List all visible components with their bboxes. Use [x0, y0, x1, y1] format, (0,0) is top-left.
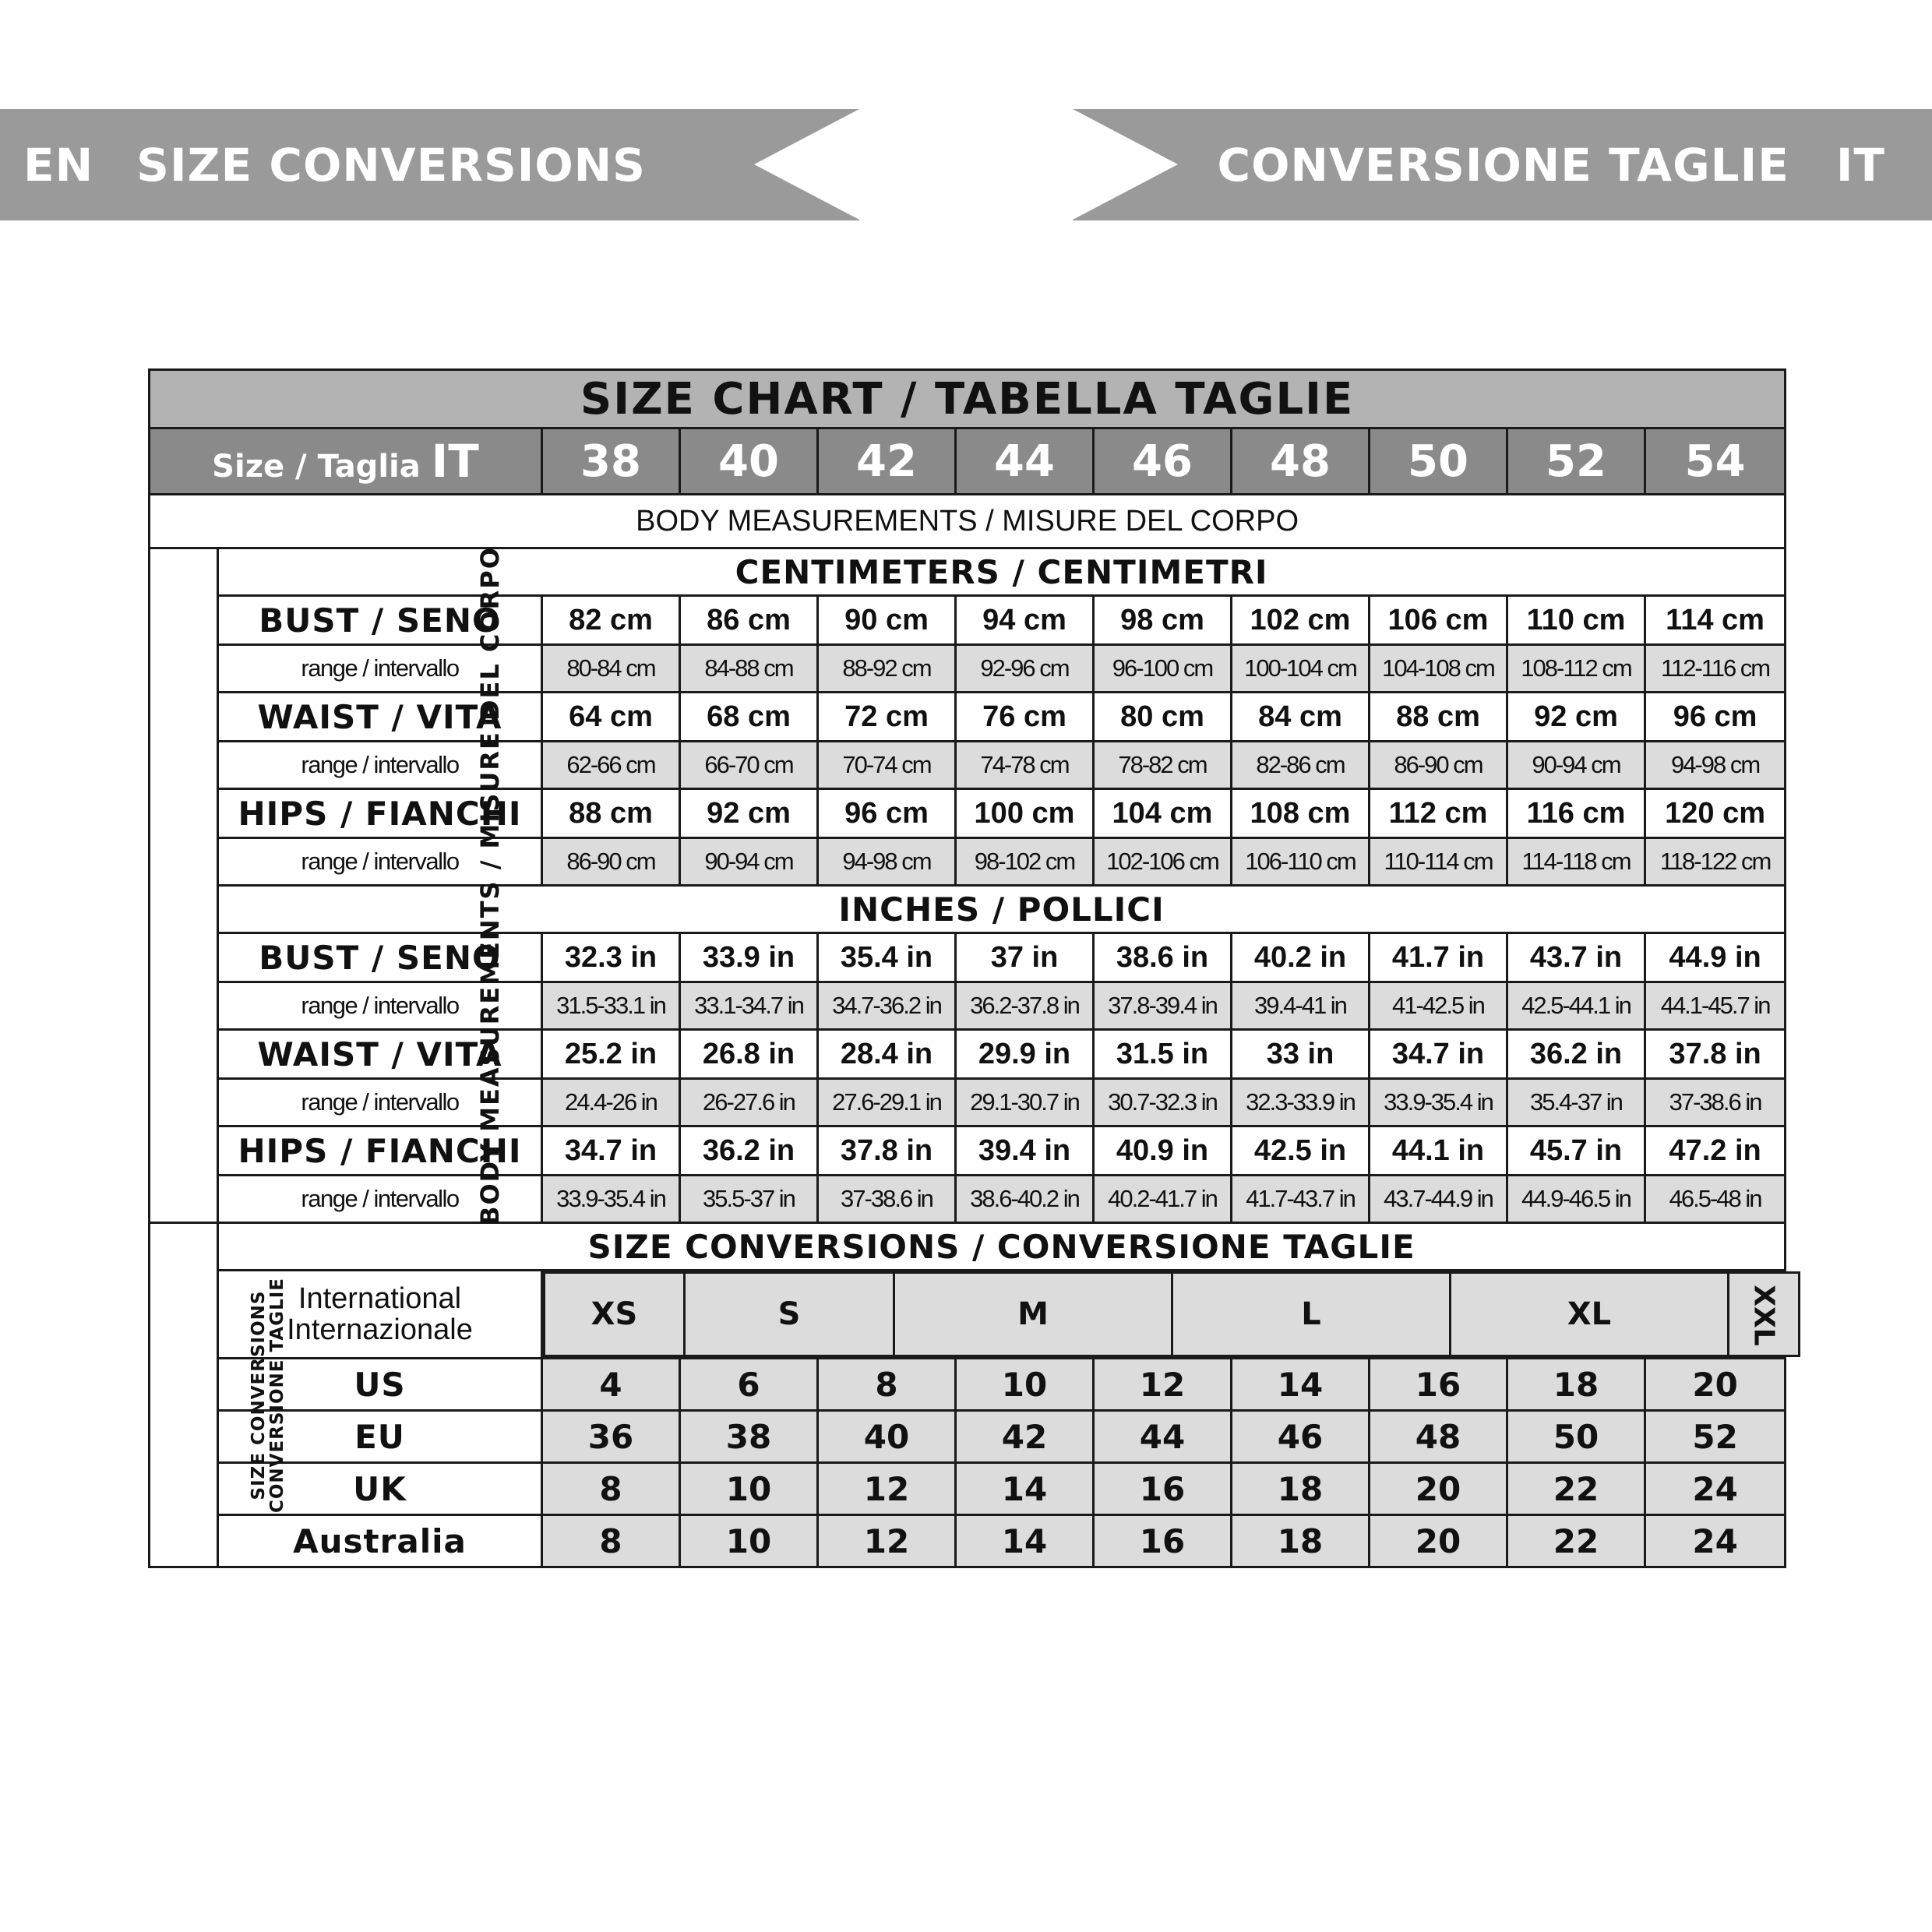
conversion-value: 8	[542, 1463, 680, 1515]
conversion-value: 6	[680, 1359, 818, 1411]
conversion-row-eu	[150, 1411, 1786, 1463]
conversion-value: 50	[1507, 1411, 1645, 1463]
conversion-value: 4	[542, 1359, 680, 1411]
inches-waist-value: 34.7 in	[1370, 1030, 1507, 1079]
cm-hips-range-label: range / intervallo	[218, 838, 542, 886]
cm-waist-range: 70-74 cm	[818, 742, 956, 789]
cm-bust-value: 86 cm	[680, 596, 818, 645]
conversion-value: 24	[1645, 1463, 1786, 1515]
cm-bust-range: 88-92 cm	[818, 645, 956, 693]
conversion-value: 20	[1645, 1359, 1786, 1411]
cm-bust-value: 90 cm	[818, 596, 956, 645]
international-label-it: Internazionale	[287, 1313, 473, 1346]
size-header-40: 40	[680, 428, 818, 495]
inches-bust-value: 32.3 in	[542, 933, 680, 982]
inches-bust-value: 44.9 in	[1645, 933, 1786, 982]
international-size-xxl	[1729, 1273, 1800, 1356]
inches-hips-value: 40.9 in	[1094, 1126, 1232, 1176]
international-size-m: M	[894, 1273, 1172, 1356]
inches-hips-label: HIPS / FIANCHI	[218, 1126, 542, 1176]
cm-waist-value: 76 cm	[956, 693, 1094, 742]
cm-hips-range: 86-90 cm	[542, 838, 680, 886]
inches-waist-value: 25.2 in	[542, 1030, 680, 1079]
cm-hips-range: 98-102 cm	[956, 838, 1094, 886]
cm-waist-range: 90-94 cm	[1507, 742, 1645, 789]
inches-hips-range: 33.9-35.4 in	[542, 1176, 680, 1223]
conversion-value: 10	[680, 1463, 818, 1515]
banner-it-notch	[1073, 109, 1178, 220]
conversion-value: 42	[956, 1411, 1094, 1463]
banner-en-title: SIZE CONVERSIONS	[136, 138, 646, 192]
cm-hips-label: HIPS / FIANCHI	[218, 789, 542, 838]
cm-bust-range-label: range / intervallo	[218, 645, 542, 693]
cm-waist-value: 92 cm	[1507, 693, 1645, 742]
inches-bust-range: 34.7-36.2 in	[818, 982, 956, 1030]
cm-hips-range: 90-94 cm	[680, 838, 818, 886]
inches-hips-value: 47.2 in	[1645, 1126, 1786, 1176]
conversion-label-us: US	[218, 1359, 542, 1411]
cm-waist-row	[150, 693, 1786, 742]
cm-hips-value: 112 cm	[1370, 789, 1507, 838]
inches-waist-range: 27.6-29.1 in	[818, 1079, 956, 1126]
cm-hips-row	[150, 789, 1786, 838]
conversion-row-australia	[150, 1515, 1786, 1567]
cm-waist-value: 88 cm	[1370, 693, 1507, 742]
conversion-value: 36	[542, 1411, 680, 1463]
inches-bust-range: 31.5-33.1 in	[542, 982, 680, 1030]
conversion-value: 16	[1370, 1359, 1507, 1411]
inches-hips-range: 37-38.6 in	[818, 1176, 956, 1223]
inches-waist-range: 24.4-26 in	[542, 1079, 680, 1126]
inches-hips-value: 39.4 in	[956, 1126, 1094, 1176]
inches-hips-range: 46.5-48 in	[1645, 1176, 1786, 1223]
inches-waist-value: 33 in	[1232, 1030, 1370, 1079]
inches-bust-label: BUST / SENO	[218, 933, 542, 982]
cm-waist-range: 62-66 cm	[542, 742, 680, 789]
international-row	[150, 1271, 1786, 1359]
inches-hips-range-row	[150, 1176, 1786, 1223]
conversion-value: 18	[1507, 1359, 1645, 1411]
size-header-42: 42	[818, 428, 956, 495]
conversion-value: 24	[1645, 1515, 1786, 1567]
international-inner-table	[543, 1271, 1800, 1357]
conversion-label-eu: EU	[218, 1411, 542, 1463]
inches-hips-range: 43.7-44.9 in	[1370, 1176, 1507, 1223]
cm-bust-label: BUST / SENO	[218, 596, 542, 645]
cm-bust-value: 102 cm	[1232, 596, 1370, 645]
in-title-row	[150, 886, 1786, 933]
cm-bust-range: 104-108 cm	[1370, 645, 1507, 693]
inches-waist-range: 37-38.6 in	[1645, 1079, 1786, 1126]
cm-title-row	[150, 548, 1786, 596]
international-size-xl: XL	[1451, 1273, 1729, 1356]
cm-hips-range: 106-110 cm	[1232, 838, 1370, 886]
conversion-value: 12	[818, 1463, 956, 1515]
inches-bust-range: 42.5-44.1 in	[1507, 982, 1645, 1030]
side-label-conversions-line2: CONVERSIONE TAGLIE	[267, 1277, 288, 1513]
size-header-row	[150, 428, 1786, 495]
cm-hips-value: 120 cm	[1645, 789, 1786, 838]
cm-waist-value: 80 cm	[1094, 693, 1232, 742]
side-label-body-text: BODY MEASUREMENTS / MISURE DEL CORPO	[474, 545, 505, 1225]
side-label-conversions-line1: SIZE CONVERSIONS	[249, 1290, 270, 1500]
inches-hips-value: 42.5 in	[1232, 1126, 1370, 1176]
cm-waist-value: 72 cm	[818, 693, 956, 742]
conversion-value: 40	[818, 1411, 956, 1463]
cm-waist-range: 82-86 cm	[1232, 742, 1370, 789]
cm-hips-range: 110-114 cm	[1370, 838, 1507, 886]
inches-hips-value: 34.7 in	[542, 1126, 680, 1176]
inches-title: INCHES / POLLICI	[218, 886, 1786, 933]
conversion-value: 22	[1507, 1463, 1645, 1515]
inches-bust-range: 37.8-39.4 in	[1094, 982, 1232, 1030]
inches-hips-value: 45.7 in	[1507, 1126, 1645, 1176]
side-label-conversions	[150, 1223, 288, 1567]
inches-bust-range: 44.1-45.7 in	[1645, 982, 1786, 1030]
conversion-value: 44	[1094, 1411, 1232, 1463]
conversion-value: 10	[680, 1515, 818, 1567]
inches-hips-range: 38.6-40.2 in	[956, 1176, 1094, 1223]
cm-hips-range: 94-98 cm	[818, 838, 956, 886]
cm-bust-value: 106 cm	[1370, 596, 1507, 645]
international-label-en: International	[298, 1282, 462, 1315]
conversion-value: 18	[1232, 1463, 1370, 1515]
cm-hips-value: 100 cm	[956, 789, 1094, 838]
cm-bust-range: 96-100 cm	[1094, 645, 1232, 693]
conversion-value: 46	[1232, 1411, 1370, 1463]
banner-en	[0, 109, 859, 220]
conversion-value: 18	[1232, 1515, 1370, 1567]
cm-waist-label: WAIST / VITA	[218, 693, 542, 742]
conversion-value: 38	[680, 1411, 818, 1463]
inches-waist-value: 26.8 in	[680, 1030, 818, 1079]
banner-it-title: CONVERSIONE TAGLIE	[1217, 138, 1789, 192]
chart-title: SIZE CHART / TABELLA TAGLIE	[150, 370, 1786, 428]
cm-bust-range-row	[150, 645, 1786, 693]
cm-waist-range-label: range / intervallo	[218, 742, 542, 789]
cm-waist-range: 78-82 cm	[1094, 742, 1232, 789]
banner-en-lang: EN	[23, 138, 94, 192]
international-size-xxl-text: XXL	[1747, 1285, 1780, 1346]
inches-waist-range: 35.4-37 in	[1507, 1079, 1645, 1126]
size-header-50: 50	[1370, 428, 1507, 495]
size-header-48: 48	[1232, 428, 1370, 495]
cm-bust-range: 80-84 cm	[542, 645, 680, 693]
size-header-label-text: Size / Taglia	[212, 449, 432, 485]
conversion-label-uk: UK	[218, 1463, 542, 1515]
inches-bust-range: 33.1-34.7 in	[680, 982, 818, 1030]
conversion-row-uk	[150, 1463, 1786, 1515]
conversion-row-us	[150, 1359, 1786, 1411]
international-size-l: L	[1172, 1273, 1451, 1356]
cm-waist-value: 84 cm	[1232, 693, 1370, 742]
cm-bust-row	[150, 596, 1786, 645]
inches-hips-range: 41.7-43.7 in	[1232, 1176, 1370, 1223]
cm-waist-range: 86-90 cm	[1370, 742, 1507, 789]
cm-hips-range-row	[150, 838, 1786, 886]
size-header-44: 44	[956, 428, 1094, 495]
cm-hips-range: 102-106 cm	[1094, 838, 1232, 886]
cm-bust-value: 94 cm	[956, 596, 1094, 645]
conversion-value: 22	[1507, 1515, 1645, 1567]
size-header-46: 46	[1094, 428, 1232, 495]
banner-en-notch	[754, 109, 859, 220]
inches-waist-value: 37.8 in	[1645, 1030, 1786, 1079]
cm-hips-value: 104 cm	[1094, 789, 1232, 838]
inches-waist-range: 30.7-32.3 in	[1094, 1079, 1232, 1126]
inches-hips-range: 44.9-46.5 in	[1507, 1176, 1645, 1223]
inches-bust-range-label: range / intervallo	[218, 982, 542, 1030]
cm-bust-range: 108-112 cm	[1507, 645, 1645, 693]
inches-hips-range: 35.5-37 in	[680, 1176, 818, 1223]
inches-hips-value: 37.8 in	[818, 1126, 956, 1176]
conversion-value: 8	[542, 1515, 680, 1567]
inches-waist-range-label: range / intervallo	[218, 1079, 542, 1126]
cm-bust-value: 98 cm	[1094, 596, 1232, 645]
conversion-value: 8	[818, 1359, 956, 1411]
inches-waist-range-row	[150, 1079, 1786, 1126]
cm-hips-range: 114-118 cm	[1507, 838, 1645, 886]
inches-hips-range: 40.2-41.7 in	[1094, 1176, 1232, 1223]
inches-bust-range-row	[150, 982, 1786, 1030]
cm-waist-value: 68 cm	[680, 693, 818, 742]
conversion-value: 12	[818, 1515, 956, 1567]
inches-waist-range: 26-27.6 in	[680, 1079, 818, 1126]
inches-bust-value: 35.4 in	[818, 933, 956, 982]
international-values	[542, 1271, 1786, 1359]
inches-hips-value: 44.1 in	[1370, 1126, 1507, 1176]
conv-title-row	[150, 1223, 1786, 1271]
inches-bust-value: 38.6 in	[1094, 933, 1232, 982]
cm-waist-range-row	[150, 742, 1786, 789]
inches-hips-value: 36.2 in	[680, 1126, 818, 1176]
conversion-value: 48	[1370, 1411, 1507, 1463]
inches-waist-value: 36.2 in	[1507, 1030, 1645, 1079]
size-header-label	[150, 428, 542, 495]
cm-bust-range: 84-88 cm	[680, 645, 818, 693]
inches-hips-range-label: range / intervallo	[218, 1176, 542, 1223]
cm-waist-range: 74-78 cm	[956, 742, 1094, 789]
conversion-value: 12	[1094, 1359, 1232, 1411]
cm-hips-value: 116 cm	[1507, 789, 1645, 838]
cm-waist-value: 64 cm	[542, 693, 680, 742]
inches-bust-value: 40.2 in	[1232, 933, 1370, 982]
conversion-value: 10	[956, 1359, 1094, 1411]
inches-waist-value: 29.9 in	[956, 1030, 1094, 1079]
inches-bust-value: 37 in	[956, 933, 1094, 982]
cm-bust-value: 110 cm	[1507, 596, 1645, 645]
cm-hips-value: 108 cm	[1232, 789, 1370, 838]
side-label-conversions-text	[249, 1277, 287, 1512]
size-chart-table	[148, 368, 1786, 1568]
inches-waist-label: WAIST / VITA	[218, 1030, 542, 1079]
cm-waist-range: 94-98 cm	[1645, 742, 1786, 789]
conversion-value: 16	[1094, 1515, 1232, 1567]
cm-hips-value: 88 cm	[542, 789, 680, 838]
conversion-label-australia: Australia	[218, 1515, 542, 1567]
cm-bust-value: 114 cm	[1645, 596, 1786, 645]
centimeters-title: CENTIMETERS / CENTIMETRI	[218, 548, 1786, 596]
conversion-value: 20	[1370, 1463, 1507, 1515]
size-header-52: 52	[1507, 428, 1645, 495]
inches-bust-range: 41-42.5 in	[1370, 982, 1507, 1030]
conversion-value: 16	[1094, 1463, 1232, 1515]
cm-bust-range: 92-96 cm	[956, 645, 1094, 693]
inches-bust-range: 39.4-41 in	[1232, 982, 1370, 1030]
cm-bust-value: 82 cm	[542, 596, 680, 645]
inches-hips-row	[150, 1126, 1786, 1176]
conversion-value: 20	[1370, 1515, 1507, 1567]
cm-bust-range: 112-116 cm	[1645, 645, 1786, 693]
conversions-title: SIZE CONVERSIONS / CONVERSIONE TAGLIE	[218, 1223, 1786, 1271]
cm-hips-range: 118-122 cm	[1645, 838, 1786, 886]
inches-waist-value: 31.5 in	[1094, 1030, 1232, 1079]
inches-bust-value: 43.7 in	[1507, 933, 1645, 982]
cm-hips-value: 92 cm	[680, 789, 818, 838]
conversion-value: 14	[956, 1463, 1094, 1515]
body-measurements-title: BODY MEASUREMENTS / MISURE DEL CORPO	[150, 495, 1786, 548]
international-size-xs: XS	[545, 1273, 685, 1356]
inches-bust-range: 36.2-37.8 in	[956, 982, 1094, 1030]
conversion-value: 52	[1645, 1411, 1786, 1463]
conversion-value: 14	[1232, 1359, 1370, 1411]
banner-it-lang: IT	[1835, 138, 1885, 192]
cm-waist-value: 96 cm	[1645, 693, 1786, 742]
inches-bust-value: 33.9 in	[680, 933, 818, 982]
conversion-value: 14	[956, 1515, 1094, 1567]
size-header-38: 38	[542, 428, 680, 495]
inches-waist-range: 29.1-30.7 in	[956, 1079, 1094, 1126]
inches-waist-value: 28.4 in	[818, 1030, 956, 1079]
size-header-54: 54	[1645, 428, 1786, 495]
inches-bust-row	[150, 933, 1786, 982]
international-size-s: S	[685, 1273, 894, 1356]
inches-waist-row	[150, 1030, 1786, 1079]
cm-waist-range: 66-70 cm	[680, 742, 818, 789]
inches-bust-value: 41.7 in	[1370, 933, 1507, 982]
banner-it	[1073, 109, 1932, 220]
inches-waist-range: 33.9-35.4 in	[1370, 1079, 1507, 1126]
cm-bust-range: 100-104 cm	[1232, 645, 1370, 693]
size-header-label-it: IT	[431, 435, 479, 488]
cm-hips-value: 96 cm	[818, 789, 956, 838]
inches-waist-range: 32.3-33.9 in	[1232, 1079, 1370, 1126]
